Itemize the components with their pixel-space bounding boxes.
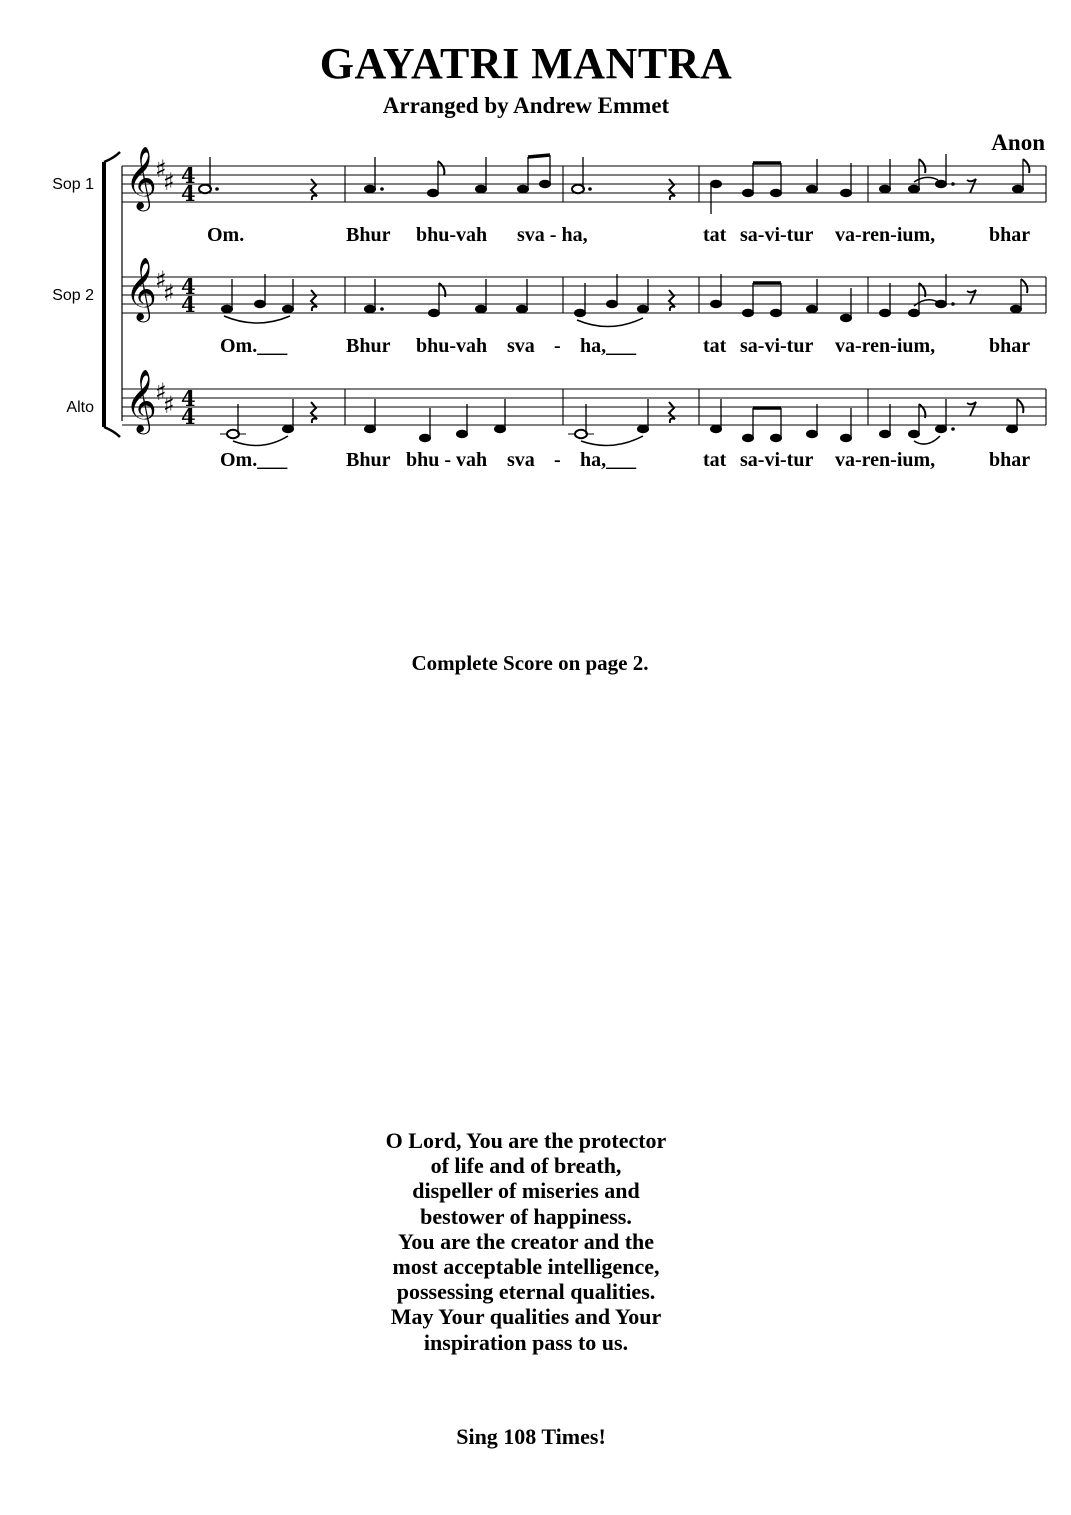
eighth-rest-icon [967, 290, 976, 304]
note [637, 305, 649, 313]
page-title: GAYATRI MANTRA [319, 39, 733, 88]
note [806, 430, 818, 438]
note [456, 430, 468, 438]
note [606, 300, 618, 308]
prayer-line: dispeller of miseries and [412, 1178, 640, 1204]
lyric: bhu-vah [416, 335, 488, 357]
arranger-credit: Arranged by Andrew Emmet [382, 93, 670, 118]
eighth-rest-icon [967, 402, 976, 416]
note [908, 430, 920, 438]
note [935, 425, 947, 433]
note [282, 425, 294, 433]
lyric: bhar [989, 224, 1031, 246]
note [710, 425, 722, 433]
lyric: ha,___ [580, 449, 637, 471]
quarter-rest-icon [669, 402, 675, 423]
staff-sop1 [122, 146, 1046, 246]
note [806, 185, 818, 193]
lyric: ha,___ [580, 335, 637, 357]
time-signature-bottom: 4 [181, 292, 196, 317]
note [770, 189, 782, 197]
note [517, 185, 529, 193]
note [1010, 305, 1022, 313]
note [428, 309, 440, 317]
lyric: - [554, 335, 561, 357]
note [879, 309, 891, 317]
lyric: sva - ha, [517, 224, 588, 246]
note [282, 305, 294, 313]
lyric: tat [703, 335, 727, 357]
treble-clef-icon: 𝄞 [125, 257, 157, 320]
sharp-icon: ♯ [163, 168, 175, 196]
quarter-rest-icon [311, 402, 317, 423]
prayer-line: bestower of happiness. [420, 1203, 632, 1229]
note [742, 309, 754, 317]
note [227, 430, 239, 438]
staff-alto [122, 369, 1046, 471]
note [364, 185, 376, 193]
eighth-rest-icon [967, 179, 976, 193]
note [475, 185, 487, 193]
note [935, 180, 947, 188]
time-signature-top: 4 [181, 274, 196, 299]
sharp-icon: ♯ [155, 155, 167, 183]
composer-credit: Anon [991, 130, 1045, 155]
sharp-icon: ♯ [163, 279, 175, 307]
prayer-line: inspiration pass to us. [423, 1329, 629, 1355]
lyric: sva [507, 335, 535, 357]
prayer-line: of life and of breath, [430, 1153, 622, 1179]
page-note: Complete Score on page 2. [411, 651, 649, 675]
note [806, 305, 818, 313]
lyric: Om. [207, 224, 245, 246]
note [879, 430, 891, 438]
note [879, 185, 891, 193]
note [419, 434, 431, 442]
lyric: bhu-vah [416, 224, 488, 246]
note [770, 434, 782, 442]
prayer-text [0, 1128, 1052, 1355]
lyric: Om.___ [220, 335, 288, 357]
prayer-line: May Your qualities and Your [390, 1304, 662, 1330]
time-signature-bottom: 4 [181, 404, 196, 429]
prayer-line: most acceptable intelligence, [392, 1254, 660, 1280]
note [1012, 185, 1024, 193]
lyric: sa-vi-tur [740, 224, 814, 246]
note [221, 305, 233, 313]
lyric: - [554, 449, 561, 471]
note [908, 309, 920, 317]
note [427, 189, 439, 197]
lyric: Bhur [346, 224, 391, 246]
sharp-icon: ♯ [155, 266, 167, 294]
staff-label-sop1: Sop 1 [52, 176, 94, 193]
note [742, 434, 754, 442]
note [1006, 425, 1018, 433]
lyric: Om.___ [220, 449, 288, 471]
lyric: Bhur [346, 335, 391, 357]
lyric: bhar [989, 449, 1031, 471]
treble-clef-icon: 𝄞 [125, 369, 157, 432]
note [742, 189, 754, 197]
note [710, 300, 722, 308]
quarter-rest-icon [669, 179, 675, 200]
sharp-icon: ♯ [155, 378, 167, 406]
note [710, 180, 722, 188]
closing-instruction: Sing 108 Times! [456, 1424, 606, 1449]
lyric: va-ren-ium, [835, 449, 936, 471]
lyric: Bhur [346, 449, 391, 471]
time-signature-bottom: 4 [181, 181, 196, 206]
note [254, 300, 266, 308]
treble-clef-icon: 𝄞 [125, 146, 157, 209]
note [840, 314, 852, 322]
lyric: tat [703, 449, 727, 471]
note [199, 185, 211, 193]
prayer-line: You are the creator and the [397, 1228, 655, 1254]
lyric: tat [703, 224, 727, 246]
lyric: bhu - vah [406, 449, 488, 471]
note [364, 305, 376, 313]
system-bracket [102, 152, 122, 437]
lyric: va-ren-ium, [835, 224, 936, 246]
note [539, 180, 551, 188]
lyric: va-ren-ium, [835, 335, 936, 357]
note [840, 189, 852, 197]
staff-sop2 [122, 257, 1046, 357]
staff-label-alto: Alto [66, 399, 94, 416]
note [840, 434, 852, 442]
quarter-rest-icon [669, 290, 675, 311]
note [475, 305, 487, 313]
quarter-rest-icon [311, 179, 317, 200]
note [516, 305, 528, 313]
note [935, 300, 947, 308]
note [770, 309, 782, 317]
staff-label-sop2: Sop 2 [52, 287, 94, 304]
lyric: bhar [989, 335, 1031, 357]
note [575, 430, 587, 438]
prayer-line: O Lord, You are the protector [385, 1128, 667, 1153]
music-score [0, 140, 1071, 480]
lyric: sa-vi-tur [740, 335, 814, 357]
note [364, 425, 376, 433]
lyric: sa-vi-tur [740, 449, 814, 471]
note [572, 185, 584, 193]
note [494, 425, 506, 433]
time-signature-top: 4 [181, 386, 196, 411]
time-signature-top: 4 [181, 163, 196, 188]
note [574, 309, 586, 317]
sharp-icon: ♯ [163, 391, 175, 419]
note [637, 425, 649, 433]
lyric: sva [507, 449, 535, 471]
note [908, 185, 920, 193]
prayer-line: possessing eternal qualities. [396, 1279, 656, 1305]
quarter-rest-icon [311, 290, 317, 311]
